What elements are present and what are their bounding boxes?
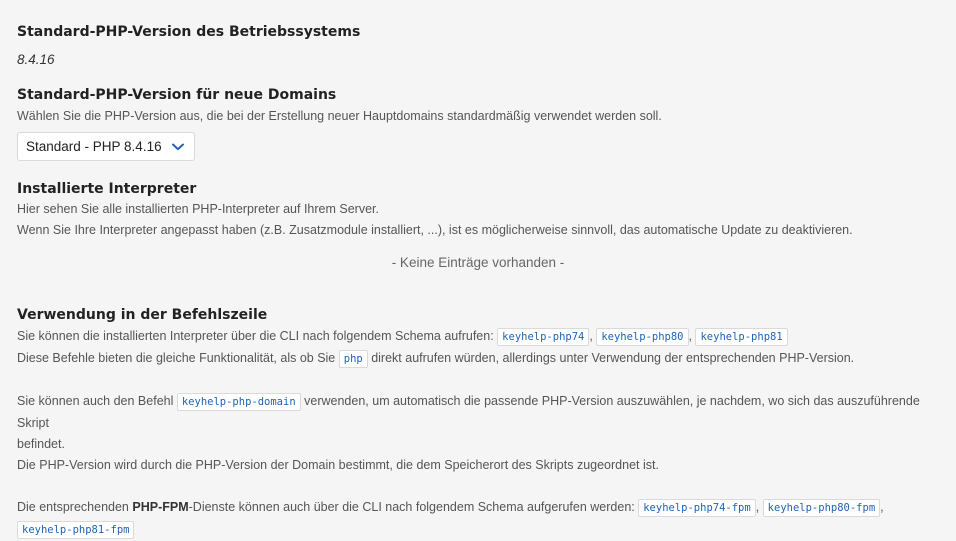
cli-paragraph-1: Sie können die installierten Interpreter über die CLI nach folgendem Schema aufrufen: keyhelp-php74 , keyhelp-php80 , keyhelp-php81: [17, 326, 939, 348]
new-domains-description: Wählen Sie die PHP-Version aus, die bei der Erstellung neuer Hauptdomains standardmäßig verwendet werden soll.: [17, 109, 662, 123]
interpreters-line1: Hier sehen Sie alle installierten PHP-Interpreter auf Ihrem Server.: [17, 202, 379, 216]
interpreters-title: Installierte Interpreter: [17, 181, 197, 197]
cli-command: keyhelp-php80: [596, 328, 688, 346]
cli-paragraph-3: Sie können auch den Befehl keyhelp-php-domain verwenden, um automatisch die passende PHP-Version auszuwählen, je nachdem, wo sich das auszuführende Skript befindet.: [17, 394, 920, 451]
cli-command: keyhelp-php81: [695, 328, 787, 346]
interpreters-line2: Wenn Sie Ihre Interpreter angepasst haben (z.B. Zusatzmodule installiert, ...), ist es möglicherweise sinnvoll, das automatische Update zu deaktivieren.: [17, 223, 853, 237]
php-command: php: [339, 350, 368, 368]
chevron-down-icon: [172, 143, 184, 151]
empty-state-text: - Keine Einträge vorhanden -: [391, 255, 565, 270]
os-php-section: [17, 24, 939, 67]
cli-paragraph-4: Die PHP-Version wird durch die PHP-Version der Domain bestimmt, die dem Speicherort des Skripts zugeordnet ist.: [17, 458, 659, 472]
cli-section: [17, 307, 939, 541]
fpm-command: keyhelp-php81-fpm: [17, 521, 134, 539]
fpm-command: keyhelp-php74-fpm: [638, 499, 755, 517]
cli-paragraph-5: Die entsprechenden PHP-FPM-Dienste können auch über die CLI nach folgendem Schema aufgerufen werden: keyhelp-php74-fpm , keyhelp-php80-fpm , keyhelp-php81-fpm: [17, 497, 939, 541]
os-php-title: Standard-PHP-Version des Betriebssystems: [17, 24, 361, 40]
interpreters-section: [17, 181, 939, 270]
cli-command: keyhelp-php74: [497, 328, 589, 346]
php-version-select[interactable]: [17, 132, 195, 161]
php-version-select-value: Standard - PHP 8.4.16: [26, 139, 162, 154]
new-domains-title: Standard-PHP-Version für neue Domains: [17, 87, 337, 103]
domain-command: keyhelp-php-domain: [177, 393, 301, 411]
cli-title: Verwendung in der Befehlszeile: [17, 307, 268, 323]
cli-paragraph-2: Diese Befehle bieten die gleiche Funktionalität, als ob Sie php direkt aufrufen würden, allerdings unter Verwendung der entsprechenden PHP-Version.: [17, 348, 939, 370]
new-domains-section: [17, 87, 939, 161]
fpm-command: keyhelp-php80-fpm: [763, 499, 880, 517]
os-php-version: 8.4.16: [17, 52, 55, 67]
